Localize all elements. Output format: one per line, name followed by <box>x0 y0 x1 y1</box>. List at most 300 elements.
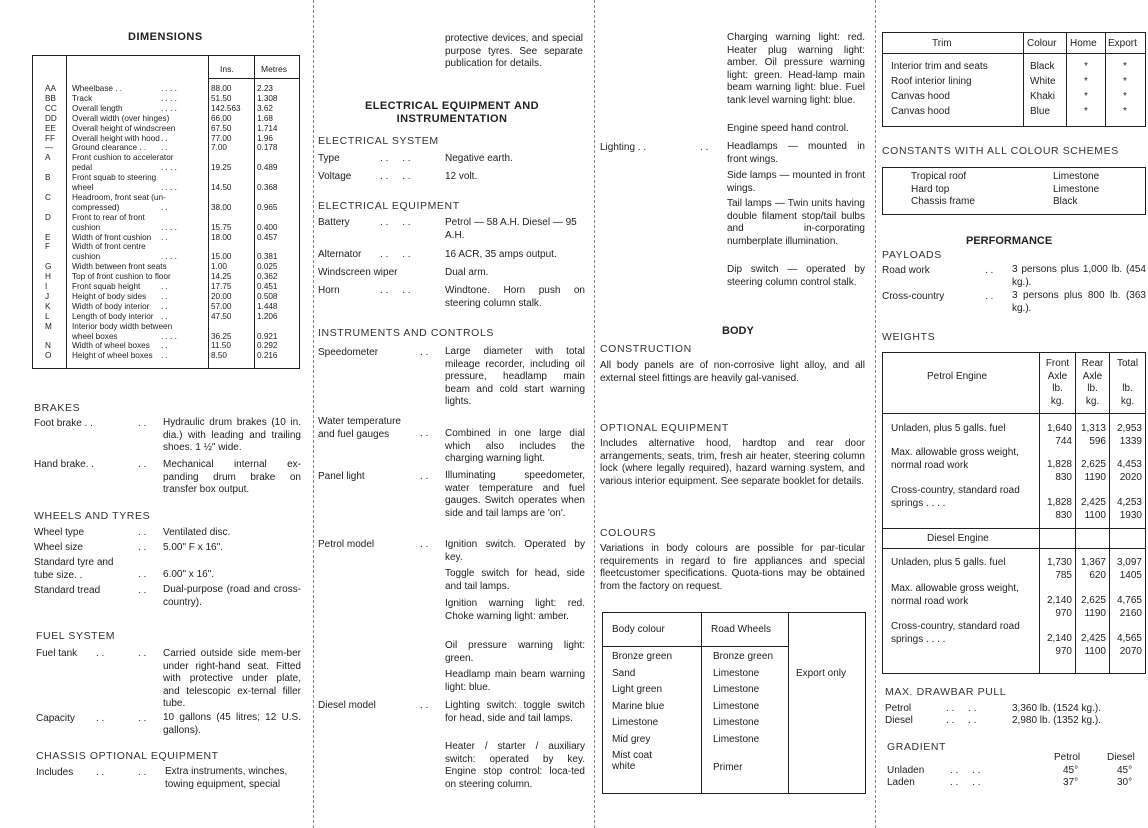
gradient-title: GRADIENT <box>887 741 947 753</box>
weight-value: 4,565 <box>1116 633 1142 644</box>
includes-label: Includes <box>36 767 74 778</box>
dim-label: Overall height with hood <box>72 133 160 143</box>
electrical-equipment-title: ELECTRICAL EQUIPMENT <box>318 200 460 212</box>
drawbar-petrol-label: Petrol <box>885 703 912 714</box>
performance-title: PERFORMANCE <box>966 235 1053 247</box>
alternator-label: Alternator <box>318 249 362 260</box>
export-cell: * <box>1123 91 1127 102</box>
dim-label: Interior body width between <box>72 321 173 331</box>
constant-value: Limestone <box>1053 183 1100 195</box>
dim-ins: 8.50 <box>211 351 227 361</box>
dim-dots: . . . . <box>161 222 177 232</box>
body-colour-cell: Marine blue <box>612 700 665 712</box>
panel-label: Panel light <box>318 471 365 482</box>
dim-code: H <box>45 272 51 282</box>
trim-cell: Roof interior lining <box>891 76 972 87</box>
construction-text: All body panels are of non-corrosive light alloy, and all external steel fittings are heavily gal-vanised. <box>600 360 865 384</box>
weight-value: 785 <box>1055 570 1072 581</box>
fuel-title: FUEL SYSTEM <box>36 630 116 642</box>
dim-ins: 15.75 <box>211 222 232 232</box>
weight-value: 2,953 <box>1116 423 1142 434</box>
dots: . . . . <box>380 171 411 182</box>
dim-code: C <box>45 192 51 202</box>
wheel-size-value: 5.00" F x 16". <box>163 542 223 553</box>
capacity-value: 10 gallons (45 litres; 12 U.S. gallons). <box>163 712 301 736</box>
dots: . . . . <box>950 765 981 776</box>
road-wheel-cell: Limestone <box>713 717 760 728</box>
dots: . . <box>420 471 429 482</box>
dots: . . <box>420 539 429 550</box>
column-divider <box>875 0 876 828</box>
dim-ins: 38.00 <box>211 202 232 212</box>
dim-ins: 57.00 <box>211 301 232 311</box>
weight-value: 970 <box>1055 646 1072 657</box>
dim-dots: . . . . <box>161 84 177 93</box>
dim-code: N <box>45 341 51 351</box>
weight-value: 1405 <box>1119 570 1142 581</box>
weight-value: 2,425 <box>1080 633 1106 644</box>
dots: . . <box>138 585 147 596</box>
dim-label: Length of body interior <box>72 311 154 321</box>
trim-header: Trim <box>932 38 952 49</box>
body-colour-cell: Limestone <box>612 717 659 728</box>
weight-value: 2160 <box>1119 608 1142 619</box>
dim-metres: 2.23 <box>257 84 273 93</box>
wheels-title: WHEELS AND TYRES <box>34 510 151 522</box>
dim-code: BB <box>45 93 56 103</box>
home-cell: * <box>1084 61 1088 72</box>
col3-top-text: Charging warning light: red. Heater plug warning light: amber. Oil pressure warning light: green. Head-lamp main beam warning light: blue. Fuel tank level warning light: blue. <box>727 32 865 106</box>
constants-title: CONSTANTS WITH ALL COLOUR SCHEMES <box>882 145 1119 157</box>
rear-axle-header: Rear Axle lb. kg. <box>1081 358 1104 407</box>
dim-label: Width between front seats <box>72 262 167 272</box>
dim-dots: . . <box>161 351 168 361</box>
trim-colour-cell: Black <box>1030 61 1055 72</box>
colour-table-header-body: Body colour <box>612 624 665 635</box>
dim-metres: 1.206 <box>257 311 278 321</box>
water-value: Combined in one large dial which also includes the charging warning light. <box>445 428 585 464</box>
constant-label: Chassis frame <box>911 196 975 207</box>
constant-value: Limestone <box>1053 171 1100 182</box>
dim-label: Front cushion to accelerator <box>72 153 174 163</box>
export-only: Export only <box>796 668 847 679</box>
col-ins-header: Ins. <box>220 64 234 74</box>
colour-table-header-wheels: Road Wheels <box>711 624 772 635</box>
weights-table <box>882 352 1146 674</box>
column-divider <box>313 0 314 828</box>
voltage-value: 12 volt. <box>445 171 478 182</box>
dim-ins: 14.25 <box>211 272 232 282</box>
dim-ins: 88.00 <box>211 84 232 93</box>
gradient-unladen-diesel: 45° <box>1117 765 1133 776</box>
dim-ins: 14.50 <box>211 183 232 192</box>
weight-value: 1100 <box>1084 646 1106 657</box>
total-header: Total lb. kg. <box>1116 358 1139 407</box>
petrol-value-4: Oil pressure warning light: green. <box>445 640 585 664</box>
trim-colour-cell: White <box>1030 76 1056 87</box>
speedo-label: Speedometer <box>318 347 379 358</box>
dim-dots: . . <box>161 143 168 153</box>
colour-header: Colour <box>1027 38 1057 49</box>
dim-dots: . . <box>161 301 168 311</box>
payloads-title: PAYLOADS <box>882 249 942 261</box>
dim-ins: 11.50 <box>211 341 231 351</box>
wiper-label: Windscreen wiper <box>318 267 398 278</box>
lighting-value-1: Headlamps — mounted in front wings. <box>727 141 865 165</box>
dim-code: M <box>45 321 52 331</box>
weight-row-label: Max. allowable gross weight, normal road work <box>891 583 1019 607</box>
dim-label: Width of body interior <box>72 301 150 311</box>
export-cell: * <box>1123 76 1127 87</box>
cross-country-label: Cross-country <box>882 291 945 302</box>
weight-value: 4,253 <box>1116 497 1142 508</box>
weight-value: 4,453 <box>1116 459 1142 470</box>
gradient-laden-label: Laden <box>887 777 915 788</box>
diesel-engine-header: Diesel Engine <box>927 533 989 544</box>
dim-metres: 0.451 <box>257 282 278 291</box>
electrical-system-title: ELECTRICAL SYSTEM <box>318 135 439 147</box>
constant-value: Black <box>1053 196 1078 207</box>
lighting-value-2: Side lamps — mounted in front wings. <box>727 170 865 194</box>
body-colour-cell: Sand <box>612 667 636 679</box>
hand-brake-value: Mechanical internal ex-panding drum brake on transfer box output. <box>163 459 301 495</box>
colours-title: COLOURS <box>600 527 657 539</box>
dim-code: — <box>45 143 54 153</box>
dim-metres: 0.292 <box>257 341 278 351</box>
dim-code: G <box>45 262 52 272</box>
dim-code: CC <box>45 103 57 113</box>
weight-value: 744 <box>1055 436 1072 447</box>
diesel-value-1: Lighting switch: toggle switch for head, side and tail lamps. <box>445 700 585 724</box>
dots: . . <box>985 291 994 302</box>
dimensions-title: DIMENSIONS <box>128 31 203 43</box>
weights-title: WEIGHTS <box>882 331 936 343</box>
dim-ins: 67.50 <box>211 123 232 133</box>
instruments-title: INSTRUMENTS AND CONTROLS <box>318 327 494 339</box>
dim-metres: 0.400 <box>257 222 278 232</box>
dim-metres: 0.216 <box>257 351 278 361</box>
weight-value: 1930 <box>1119 510 1142 521</box>
dim-dots: . . . . <box>161 103 177 113</box>
petrol-value-3: Ignition warning light: red. Choke warning light: amber. <box>445 598 585 622</box>
weight-value: 596 <box>1089 436 1106 447</box>
dim-code: J <box>45 291 50 301</box>
capacity-label: Capacity <box>36 713 75 724</box>
dim-dots: . . . . <box>161 331 177 341</box>
dim-metres: 0.025 <box>257 262 278 272</box>
weight-value: 2,425 <box>1080 497 1106 508</box>
horn-label: Horn <box>318 285 340 296</box>
foot-brake-value: Hydraulic drum brakes (10 in. dia.) with leading and trailing shoes. 1 ½" wide. <box>163 417 301 453</box>
dim-ins: 1.00 <box>211 262 227 272</box>
dots: . . <box>420 428 429 439</box>
weight-value: 1,828 <box>1046 459 1072 470</box>
dots: . . . . <box>946 703 977 714</box>
type-label: Type <box>318 153 340 164</box>
body-colour-cell: Light green <box>612 684 663 695</box>
weight-value: 2,625 <box>1080 595 1106 606</box>
road-wheel-cell: Bronze green <box>713 651 774 662</box>
petrol-engine-header: Petrol Engine <box>927 371 988 382</box>
cross-country-value: 3 persons plus 800 lb. (363 kg.). <box>1012 290 1146 314</box>
trim-cell: Canvas hood <box>891 106 950 117</box>
dim-dots: . . <box>161 133 168 143</box>
drawbar-diesel-label: Diesel <box>885 715 913 726</box>
weight-value: 1,730 <box>1046 557 1072 568</box>
dim-ins: 7.00 <box>211 143 227 153</box>
dim-metres: 0.489 <box>257 163 278 173</box>
alternator-value: 16 ACR, 35 amps output. <box>445 249 557 260</box>
weight-value: 1190 <box>1084 608 1106 619</box>
dim-label: Height of wheel boxes <box>72 351 153 361</box>
dim-ins: 20.00 <box>211 291 232 301</box>
dim-label: Overall width (over hinges) <box>72 113 170 123</box>
trim-colour-cell: Blue <box>1030 106 1051 117</box>
dim-ins: 15.00 <box>211 252 232 262</box>
front-axle-header: Front Axle lb. kg. <box>1045 358 1070 407</box>
road-wheel-cell: Limestone <box>713 700 760 712</box>
dim-code: F <box>45 242 51 252</box>
dim-label: Top of front cushion to floor <box>72 272 171 282</box>
dim-dots: . . <box>161 291 168 301</box>
dots: . . <box>138 569 147 580</box>
dim-ins: 36.25 <box>211 331 232 341</box>
wiper-value: Dual arm. <box>445 267 489 278</box>
voltage-label: Voltage <box>318 171 352 182</box>
weight-value: 1,313 <box>1080 423 1106 434</box>
trim-table <box>882 32 1146 127</box>
dots: . . <box>96 767 105 778</box>
dots: . . <box>138 713 147 724</box>
engine-speed: Engine speed hand control. <box>727 123 849 134</box>
dim-code: D <box>45 212 51 222</box>
body-colour-cell: Mid grey <box>612 733 651 745</box>
dim-metres: 1.96 <box>257 133 273 143</box>
lighting-label: Lighting . . <box>600 142 647 153</box>
weight-value: 620 <box>1089 570 1106 581</box>
chassis-optional-title: CHASSIS OPTIONAL EQUIPMENT <box>36 750 219 762</box>
dim-code: FF <box>45 133 56 143</box>
constant-label: Tropical roof <box>911 171 967 182</box>
dim-ins: 18.00 <box>211 232 232 242</box>
dots: . . <box>138 459 147 470</box>
tread-label: Standard tread <box>34 585 101 596</box>
dim-dots: . . <box>161 232 168 242</box>
export-cell: * <box>1123 106 1127 117</box>
drawbar-title: MAX. DRAWBAR PULL <box>885 686 1007 698</box>
dim-dots: . . <box>161 311 168 321</box>
drawbar-petrol-value: 3,360 lb. (1524 kg.). <box>1012 703 1101 714</box>
dim-ins: 77.00 <box>211 133 232 143</box>
weight-row-label: Unladen, plus 5 galls. fuel <box>891 557 1006 568</box>
weight-value: 970 <box>1055 608 1072 619</box>
dots: . . <box>138 767 147 778</box>
optional-title: OPTIONAL EQUIPMENT <box>600 422 729 434</box>
dim-ins: 66.00 <box>211 113 232 123</box>
dots: . . <box>138 542 147 553</box>
dim-code: L <box>45 311 50 321</box>
dim-metres: 0.381 <box>257 252 278 262</box>
road-work-label: Road work <box>882 265 930 276</box>
dim-label: Front to rear of front <box>72 212 145 222</box>
dim-code: AA <box>45 84 56 93</box>
weight-value: 2,140 <box>1046 595 1072 606</box>
brakes-title: BRAKES <box>34 402 81 414</box>
wheel-size-label: Wheel size <box>34 542 83 553</box>
dim-dots: . . . . <box>161 163 177 173</box>
weight-row-label: Cross-country, standard road springs . . . . <box>891 621 1020 645</box>
weight-row-label: Max. allowable gross weight, normal road work <box>891 447 1019 471</box>
dim-code: EE <box>45 123 56 133</box>
gradient-unladen-label: Unladen <box>887 765 925 776</box>
dim-metres: 1.714 <box>257 123 278 133</box>
dim-label: Front squab to steering <box>72 173 157 183</box>
road-work-value: 3 persons plus 1,000 lb. (454 kg.). <box>1012 264 1146 288</box>
battery-value: Petrol — 58 A.H. Diesel — 95 A.H. <box>445 217 577 241</box>
dots: . . <box>138 648 147 659</box>
weight-row-label: Cross-country, standard road springs . . . . <box>891 485 1020 509</box>
panel-value: Illuminating speedometer, water temperature and fuel gauges. Switch operates when side and tail lamps are 'on'. <box>445 470 585 519</box>
dim-label: Track <box>72 93 93 103</box>
home-cell: * <box>1084 76 1088 87</box>
dim-label: Height of body sides <box>72 291 147 301</box>
dots: . . <box>700 142 709 153</box>
dimensions-table-box <box>32 55 300 369</box>
dim-metres: 0.457 <box>257 232 278 242</box>
battery-label: Battery <box>318 217 350 228</box>
constants-table <box>882 167 1146 215</box>
dim-label: compressed) <box>72 202 120 212</box>
dim-ins: 19.25 <box>211 163 232 173</box>
dim-metres: 1.68 <box>257 113 273 123</box>
dim-dots: . . <box>161 282 168 291</box>
dim-label: Width of wheel boxes <box>72 341 150 351</box>
weight-value: 1,828 <box>1046 497 1072 508</box>
dim-label: Headroom, front seat (un- <box>72 192 166 202</box>
dim-dots: . . . . <box>161 93 177 103</box>
col-metres-header: Metres <box>261 64 287 74</box>
dim-code: E <box>45 232 51 242</box>
drawbar-diesel-value: 2,980 lb. (1352 kg.). <box>1012 715 1101 726</box>
home-cell: * <box>1084 106 1088 117</box>
hand-brake-label: Hand brake. . <box>34 459 95 470</box>
weight-value: 2020 <box>1119 472 1142 483</box>
dim-ins: 47.50 <box>211 311 232 321</box>
wheel-type-label: Wheel type <box>34 527 85 538</box>
weight-value: 2,140 <box>1046 633 1072 644</box>
column-divider <box>594 0 595 828</box>
weight-value: 2,625 <box>1080 459 1106 470</box>
weight-value: 1,640 <box>1046 423 1072 434</box>
diesel-model-label: Diesel model <box>318 700 376 711</box>
dim-label: Overall height of windscreen <box>72 123 176 133</box>
export-cell: * <box>1123 61 1127 72</box>
dim-label: Ground clearance . . <box>72 143 147 153</box>
dim-label: Width of front cushion <box>72 232 152 242</box>
colour-table <box>602 612 866 794</box>
dots: . . <box>138 527 147 538</box>
constant-label: Hard top <box>911 183 950 195</box>
trim-colour-cell: Khaki <box>1030 91 1056 102</box>
weight-value: 830 <box>1055 510 1072 521</box>
lighting-value-4: Dip switch — operated by steering column control stalk. <box>727 264 865 288</box>
road-wheel-cell: Limestone <box>713 667 760 679</box>
dim-metres: 3.62 <box>257 103 273 113</box>
dots: . . <box>96 648 105 659</box>
dots: . . <box>420 347 429 358</box>
gradient-unladen-petrol: 45° <box>1063 765 1079 776</box>
tyre-size-label: Standard tyre and tube size. . <box>34 557 114 581</box>
body-colour-cell: Mist coat white <box>612 750 653 772</box>
dim-label: Front squab height <box>72 282 141 291</box>
weight-value: 1339 <box>1119 436 1142 447</box>
dim-metres: 0.965 <box>257 202 278 212</box>
road-wheel-cell: Limestone <box>713 684 760 695</box>
body-colour-cell: Bronze green <box>612 651 673 662</box>
dim-metres: 0.368 <box>257 183 278 192</box>
water-label: Water temperature and fuel gauges <box>318 416 401 440</box>
dim-dots: . . <box>161 341 168 351</box>
construction-title: CONSTRUCTION <box>600 343 692 355</box>
weight-value: 830 <box>1055 472 1072 483</box>
dim-dots: . . <box>161 202 168 212</box>
dim-code: O <box>45 351 52 361</box>
dim-metres: 0.508 <box>257 291 278 301</box>
dots: . . . . <box>380 285 411 296</box>
dots: . . <box>420 700 429 711</box>
weight-value: 3,097 <box>1116 557 1142 568</box>
horn-value: Windtone. Horn push on steering column stalk. <box>445 285 585 309</box>
weight-value: 1100 <box>1084 510 1106 521</box>
lighting-value-3: Tail lamps — Twin units having double filament stop/tail bulbs and in-corporating numberplate illumination. <box>727 198 865 247</box>
petrol-value-1: Ignition switch. Operated by key. <box>445 539 585 563</box>
dots: . . . . <box>380 153 411 164</box>
fuel-tank-label: Fuel tank <box>36 648 78 659</box>
col2-top-text: protective devices, and special purpose tyres. See separate publication for details. <box>445 33 583 69</box>
fuel-tank-value: Carried outside side mem-ber under right-hand seat. Fitted with protective under plate, and telescopic ex-ternal filler tube. <box>163 648 301 709</box>
petrol-model-label: Petrol model <box>318 539 375 550</box>
dots: . . <box>138 418 147 429</box>
colours-text: Variations in body colours are possible for par-ticular requirements in regard to fire appliances and special fleetcustomer specifications. Quota-tions may be obtained from the factory on request. <box>600 543 865 592</box>
dim-ins: 142.563 <box>211 103 241 113</box>
dim-metres: 0.362 <box>257 272 278 282</box>
body-title: BODY <box>722 325 754 337</box>
export-header: Export <box>1108 38 1137 49</box>
wheel-type-value: Ventilated disc. <box>163 527 231 538</box>
weight-value: 1190 <box>1084 472 1106 483</box>
dim-code: B <box>45 173 51 183</box>
gradient-laden-petrol: 37° <box>1063 777 1079 788</box>
tyre-size-value: 6.00" x 16". <box>163 569 215 580</box>
dots: . . <box>96 713 105 724</box>
tread-value: Dual-purpose (road and cross-country). <box>163 584 301 608</box>
dots: . . . . <box>946 715 977 726</box>
road-wheel-cell: Limestone <box>713 733 760 745</box>
dim-label: wheel boxes <box>72 331 118 341</box>
gradient-laden-diesel: 30° <box>1117 777 1133 788</box>
dim-code: A <box>45 153 51 163</box>
speedo-value: Large diameter with total mileage recorder, including oil pressure, headlamp main beam and cold start warning lights. <box>445 346 585 407</box>
trim-cell: Canvas hood <box>891 91 950 102</box>
dim-code: DD <box>45 113 57 123</box>
dim-label: pedal <box>72 163 93 173</box>
dim-metres: 0.921 <box>257 331 278 341</box>
home-cell: * <box>1084 91 1088 102</box>
road-wheel-cell: Primer <box>713 762 743 773</box>
includes-value: Extra instruments, winches, towing equipment, special <box>165 766 288 790</box>
petrol-value-2: Toggle switch for head, side and tail lamps. <box>445 568 585 592</box>
dots: . . . . <box>380 217 411 228</box>
